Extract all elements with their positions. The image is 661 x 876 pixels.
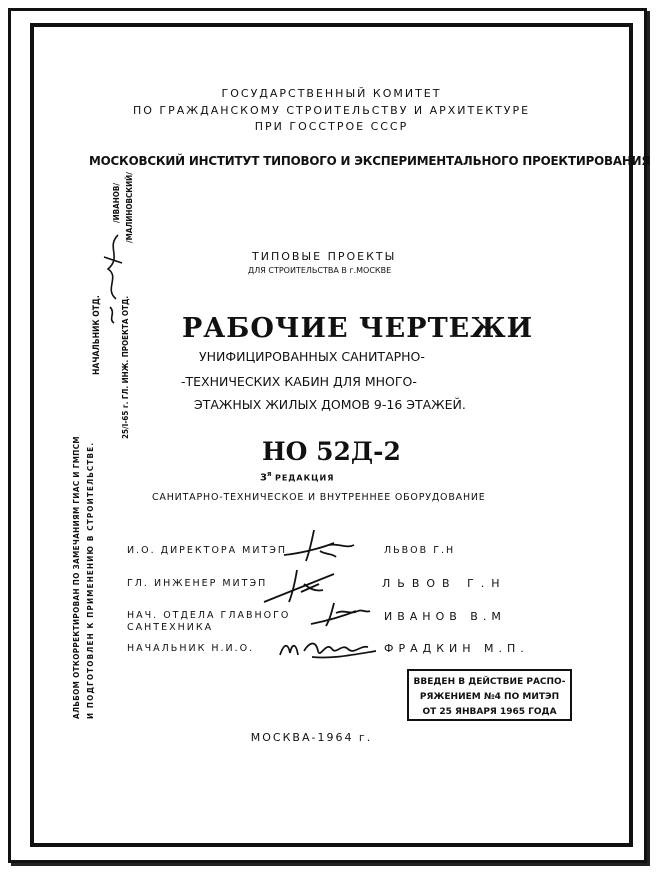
approval-name-2: /МАЛИНОВСКИЙ/ (125, 172, 134, 243)
effective-date-stamp (407, 669, 572, 721)
signatory-name-2: ЛЬВОВ Г.Н (382, 577, 507, 590)
institute-name: МОСКОВСКИЙ ИНСТИТУТ ТИПОВОГО И ЭКСПЕРИМЕНТАЛЬНОГО ПРОЕКТИРОВАНИЯ (89, 153, 651, 168)
committee-line-1: ГОСУДАРСТВЕННЫЙ КОМИТЕТ (221, 87, 442, 100)
approval-line-1: НАЧАЛЬНИК ОТД. (92, 295, 102, 375)
subject-line-2: ДЛЯ СТРОИТЕЛЬСТВА В г.МОСКВЕ (248, 266, 392, 275)
signatory-role-1: И.О. ДИРЕКТОРА МИТЭП (127, 545, 288, 556)
edition-suffix: я (266, 470, 272, 478)
signatory-role-3: НАЧ. ОТДЕЛА ГЛАВНОГО (127, 610, 291, 621)
place-and-year: МОСКВА-1964 г. (250, 731, 373, 744)
edition-label (260, 470, 334, 483)
committee-line-3: ПРИ ГОССТРОЕ СССР (254, 120, 409, 133)
signatory-role-2: ГЛ. ИНЖЕНЕР МИТЭП (127, 578, 268, 589)
edition-word: РЕДАКЦИЯ (274, 473, 335, 483)
signature-director-icon (274, 525, 364, 565)
signature-chief-icon (272, 629, 382, 663)
stamp-line-3: ОТ 25 ЯНВАРЯ 1965 ГОДА (422, 707, 557, 717)
stamp-line-2: РЯЖЕНИЕМ №4 ПО МИТЭП (419, 692, 560, 702)
signatory-name-3: ИВАНОВ В.М (384, 610, 506, 623)
document-title: РАБОЧИЕ ЧЕРТЕЖИ (182, 313, 534, 344)
signature-department-icon (306, 599, 376, 629)
section-title: САНИТАРНО-ТЕХНИЧЕСКОЕ И ВНУТРЕННЕЕ ОБОРУДОВАНИЕ (152, 492, 486, 503)
stamp-line-1: ВВЕДЕН В ДЕЙСТВИЕ РАСПО- (413, 677, 566, 687)
correction-note-line-1: АЛЬБОМ ОТКОРРЕКТИРОВАН ПО ЗАМЕЧАНИЯМ ГИАС И ГМПСМ (72, 436, 81, 719)
subject-line-1: ТИПОВЫЕ ПРОЕКТЫ (252, 250, 397, 263)
signatory-role-3b: САНТЕХНИКА (127, 622, 214, 633)
correction-note-line-2: И ПОДГОТОВЛЕН К ПРИМЕНЕНИЮ В СТРОИТЕЛЬСТВЕ. (86, 441, 95, 719)
title-line-2: -ТЕХНИЧЕСКИХ КАБИН ДЛЯ МНОГО- (181, 374, 417, 389)
edition-number: 3 (260, 472, 267, 484)
approval-line-2: 25/I-65 г. ГЛ. ИНЖ. ПРОЕКТА ОТД. (121, 295, 130, 439)
title-line-1: УНИФИЦИРОВАННЫХ САНИТАРНО- (199, 349, 425, 364)
signatory-name-4: ФРАДКИН М.П. (384, 642, 529, 655)
title-line-3: ЭТАЖНЫХ ЖИЛЫХ ДОМОВ 9-16 ЭТАЖЕЙ. (194, 397, 466, 412)
approval-name-1: /ИВАНОВ/ (112, 183, 121, 223)
signatory-role-4: НАЧАЛЬНИК Н.И.О. (127, 643, 255, 654)
signatory-name-1: ЛЬВОВ Г.Н (384, 545, 456, 556)
document-page (30, 23, 651, 847)
project-code: НО 52Д-2 (262, 437, 401, 466)
signature-margin-icon (96, 227, 126, 327)
committee-line-2: ПО ГРАЖДАНСКОМУ СТРОИТЕЛЬСТВУ И АРХИТЕКТУРЕ (132, 104, 531, 117)
